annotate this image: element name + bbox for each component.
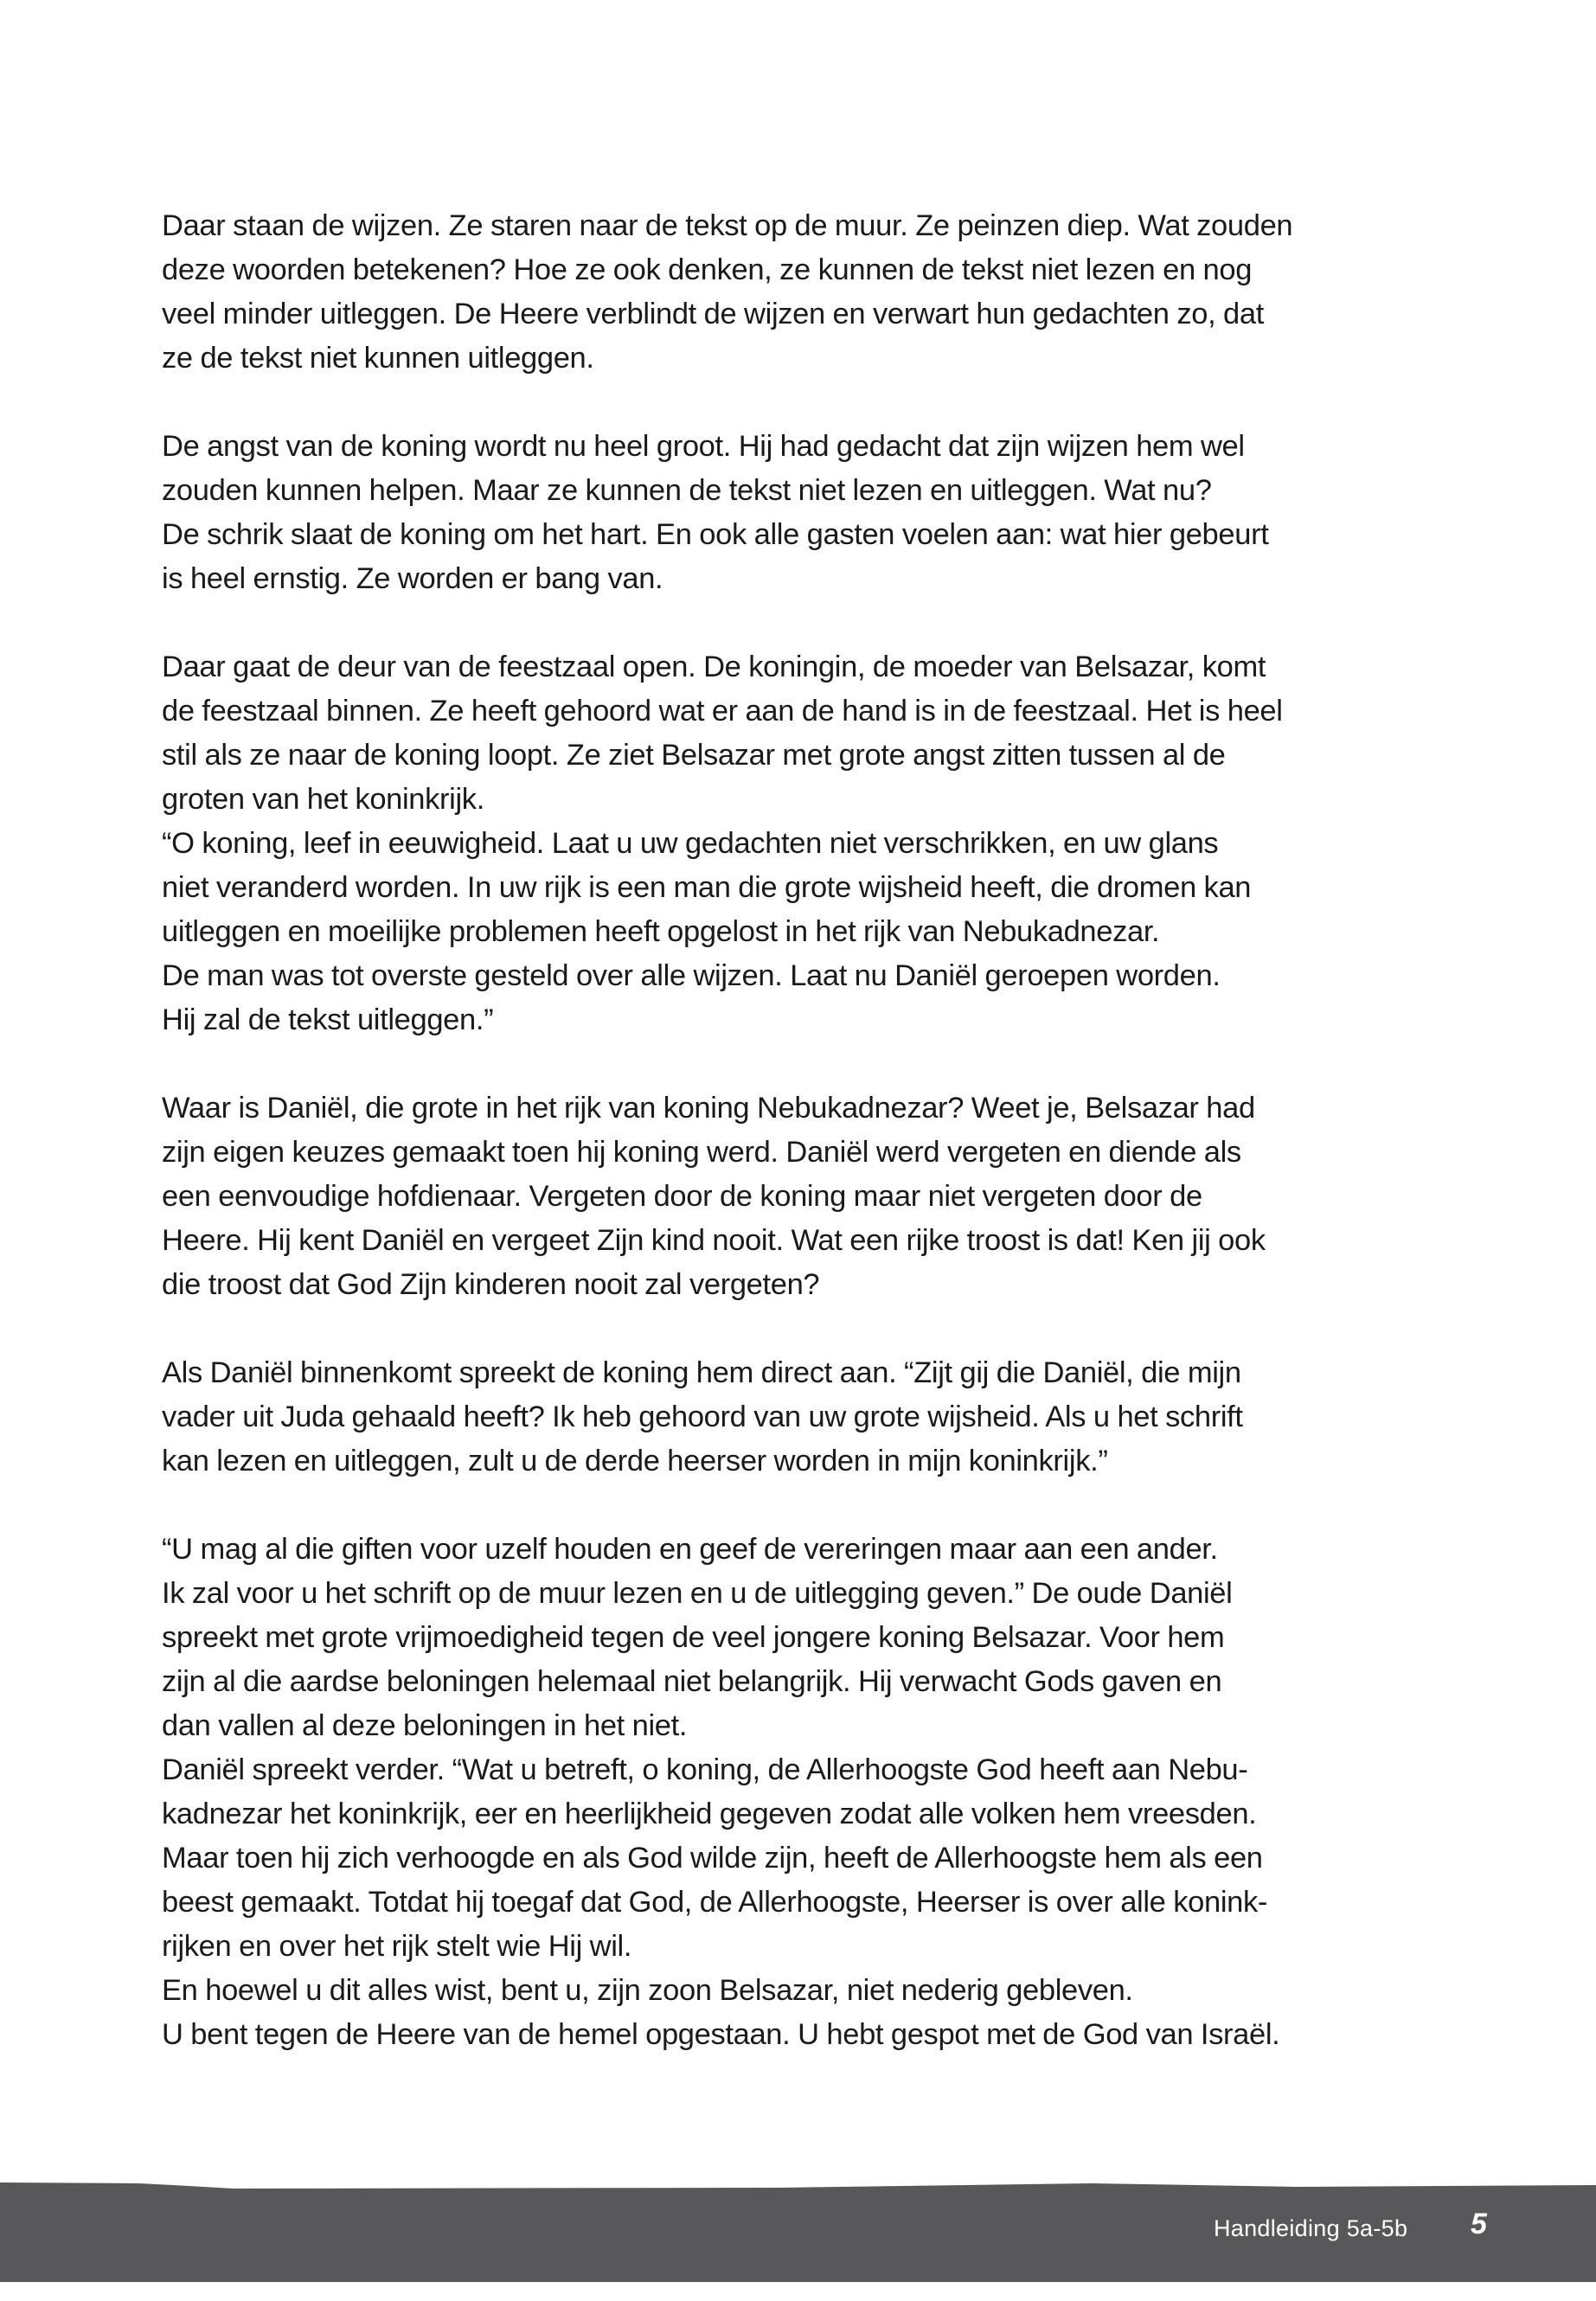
text-line: En hoewel u dit alles wist, bent u, zijn zoon Belsazar, niet nederig gebleven.	[162, 1974, 1133, 2007]
text-line: die troost dat God Zijn kinderen nooit zal vergeten?	[162, 1268, 820, 1301]
text-line: de feestzaal binnen. Ze heeft gehoord wat er aan de hand is in de feestzaal. Het is heel	[162, 695, 1283, 727]
text-line: veel minder uitleggen. De Heere verblindt de wijzen en verwart hun gedachten zo, dat	[162, 298, 1264, 330]
footer-title: Handleiding 5a-5b	[1214, 2215, 1408, 2241]
text-line: stil als ze naar de koning loopt. Ze ziet Belsazar met grote angst zitten tussen al de	[162, 739, 1226, 772]
text-line: Daar gaat de deur van de feestzaal open. De koningin, de moeder van Belsazar, komt	[162, 651, 1266, 683]
text-line: niet veranderd worden. In uw rijk is een man die grote wijsheid heeft, die dromen kan	[162, 871, 1252, 904]
text-line: U bent tegen de Heere van de hemel opgestaan. U hebt gespot met de God van Israël.	[162, 2018, 1280, 2051]
text-line: een eenvoudige hofdienaar. Vergeten door de koning maar niet vergeten door de	[162, 1180, 1202, 1213]
text-line: groten van het koninkrijk.	[162, 783, 484, 816]
text-line: Als Daniël binnenkomt spreekt de koning hem direct aan. “Zijt gij die Daniël, die mijn	[162, 1356, 1241, 1389]
text-line: rijken en over het rijk stelt wie Hij wil.	[162, 1930, 632, 1963]
text-line: Daar staan de wijzen. Ze staren naar de tekst op de muur. Ze peinzen diep. Wat zouden	[162, 209, 1293, 242]
text-line: zouden kunnen helpen. Maar ze kunnen de tekst niet lezen en uitleggen. Wat nu?	[162, 474, 1212, 507]
text-line: kadnezar het koninkrijk, eer en heerlijkheid gegeven zodat alle volken hem vreesden.	[162, 1798, 1257, 1830]
text-line: Ik zal voor u het schrift op de muur lezen en u de uitlegging geven.” De oude Daniël	[162, 1577, 1233, 1610]
text-line: De man was tot overste gesteld over alle wijzen. Laat nu Daniël geroepen worden.	[162, 959, 1221, 992]
paragraph-4	[162, 1086, 1451, 1307]
paragraph-5	[162, 1351, 1451, 1484]
text-line: uitleggen en moeilijke problemen heeft opgelost in het rijk van Nebukadnezar.	[162, 915, 1160, 948]
text-line: De angst van de koning wordt nu heel groot. Hij had gedacht dat zijn wijzen hem wel	[162, 430, 1245, 463]
paragraph-6	[162, 1528, 1451, 2057]
text-line: spreekt met grote vrijmoedigheid tegen de veel jongere koning Belsazar. Voor hem	[162, 1621, 1225, 1654]
text-line: zijn al die aardse beloningen helemaal niet belangrijk. Hij verwacht Gods gaven en	[162, 1665, 1222, 1698]
text-line: Heere. Hij kent Daniël en vergeet Zijn kind nooit. Wat een rijke troost is dat! Ken jij ook	[162, 1224, 1266, 1257]
text-line: “U mag al die giften voor uzelf houden en geef de vereringen maar aan een ander.	[162, 1533, 1218, 1566]
text-line: beest gemaakt. Totdat hij toegaf dat God, de Allerhoogste, Heerser is over alle konink-	[162, 1886, 1268, 1919]
text-line: dan vallen al deze beloningen in het niet.	[162, 1709, 688, 1742]
text-line: ze de tekst niet kunnen uitleggen.	[162, 342, 594, 375]
text-line: Maar toen hij zich verhoogde en als God wilde zijn, heeft de Allerhoogste hem als een	[162, 1842, 1263, 1875]
text-line: kan lezen en uitleggen, zult u de derde heerser worden in mijn koninkrijk.”	[162, 1445, 1108, 1477]
text-line: De schrik slaat de koning om het hart. En ook alle gasten voelen aan: wat hier gebeurt	[162, 518, 1269, 551]
text-line: “O koning, leef in eeuwigheid. Laat u uw gedachten niet verschrikken, en uw glans	[162, 827, 1219, 860]
page-number: 5	[1471, 2208, 1487, 2240]
text-line: Waar is Daniël, die grote in het rijk van koning Nebukadnezar? Weet je, Belsazar had	[162, 1092, 1255, 1125]
text-line: deze woorden betekenen? Hoe ze ook denken, ze kunnen de tekst niet lezen en nog	[162, 253, 1253, 286]
text-line: Hij zal de tekst uitleggen.”	[162, 1003, 494, 1036]
paragraph-3	[162, 645, 1451, 1042]
page-body	[162, 204, 1451, 2101]
text-line: vader uit Juda gehaald heeft? Ik heb gehoord van uw grote wijsheid. Als u het schrift	[162, 1400, 1243, 1433]
text-line: zijn eigen keuzes gemaakt toen hij koning werd. Daniël werd vergeten en diende als	[162, 1136, 1241, 1169]
text-line: Daniël spreekt verder. “Wat u betreft, o koning, de Allerhoogste God heeft aan Nebu-	[162, 1753, 1248, 1786]
paragraph-2	[162, 425, 1451, 601]
paragraph-1	[162, 204, 1451, 381]
text-line: is heel ernstig. Ze worden er bang van.	[162, 562, 663, 595]
